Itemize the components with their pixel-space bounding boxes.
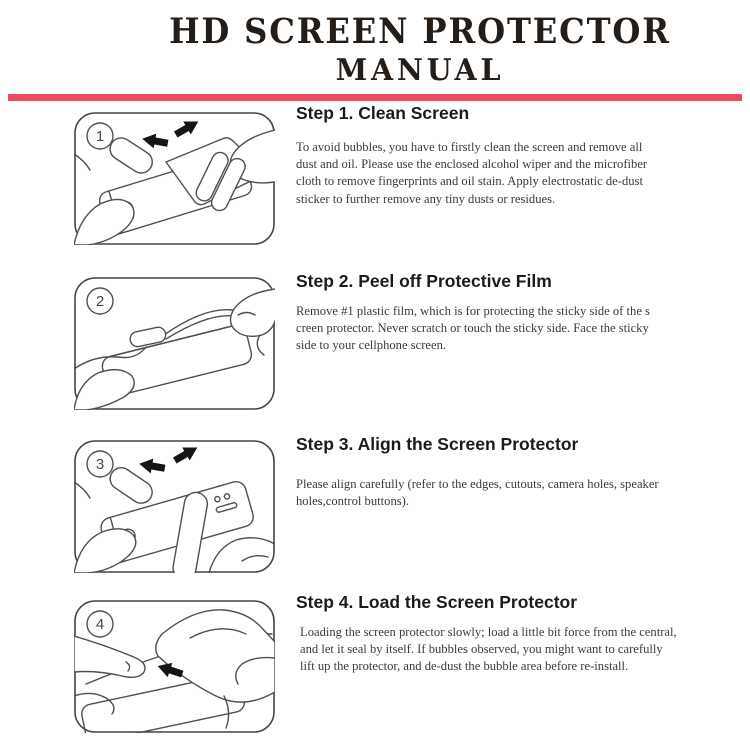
wipe-left-arrow-icon xyxy=(141,131,169,150)
step-3-body-line: holes,control buttons). xyxy=(296,494,409,509)
step-3-illustration xyxy=(74,440,275,573)
svg-text:3: 3 xyxy=(95,456,105,473)
camera-hole-icon xyxy=(214,496,220,502)
step-1-illustration xyxy=(74,112,275,245)
svg-text:4: 4 xyxy=(95,616,105,633)
step-4-body xyxy=(300,624,677,676)
step-3-heading: Step 3. Align the Screen Protector xyxy=(296,434,579,454)
step-number-badge xyxy=(87,123,113,149)
step-4-body-line: lift up the protector, and de-dust the bubble area before re-install. xyxy=(300,659,629,674)
forearm-line xyxy=(74,154,90,170)
step-4-body-line: Loading the screen protector slowly; load a little bit force from the central, xyxy=(300,625,677,639)
step-2-heading: Step 2. Peel off Protective Film xyxy=(296,271,552,291)
step-3-body-line: Please align carefully (refer to the edges, cutouts, camera holes, speaker xyxy=(296,477,659,491)
forearm-line xyxy=(74,482,90,498)
page-subtitle: MANUAL xyxy=(335,53,505,88)
svg-text:2: 2 xyxy=(95,293,105,310)
step-2-body-line: creen protector. Never scratch or touch the sticky side. Face the sticky xyxy=(296,321,649,336)
step-2-illustration xyxy=(74,277,275,410)
page-title: HD SCREEN PROTECTOR xyxy=(169,11,671,52)
cloth-shape xyxy=(156,610,275,702)
right-hand-finger-line xyxy=(242,556,268,561)
step-4-figure xyxy=(74,600,275,733)
align-left-arrow-icon xyxy=(138,456,166,475)
left-thumb-outline xyxy=(74,370,134,410)
align-right-arrow-icon xyxy=(171,441,201,467)
left-thumb-outline xyxy=(74,199,134,245)
camera-hole-icon xyxy=(224,493,230,499)
speaker-slot-icon xyxy=(216,502,238,513)
step-1-body-line: dust and oil. Please use the enclosed alcohol wiper and the microfiber xyxy=(296,157,648,172)
step-1-body-line: sticker to further remove any tiny dusts or residues. xyxy=(296,191,556,206)
step-1-figure xyxy=(74,112,275,245)
film-pull-tab xyxy=(129,326,167,348)
step-2-body xyxy=(296,303,650,355)
step-1-body-line: cloth to remove fingerprints and oil stain. Apply electrostatic de-dust xyxy=(296,174,643,189)
svg-text:1: 1 xyxy=(95,128,105,145)
step-number-badge xyxy=(87,611,113,637)
step-2-body-line: Remove #1 plastic film, which is for protecting the sticky side of the s xyxy=(296,304,650,318)
step-4-body-line: and let it seal by itself. If bubbles observed, you might want to carefully xyxy=(300,642,663,657)
left-thumb-outline xyxy=(74,529,136,573)
step-number-badge xyxy=(87,451,113,477)
step-4-illustration xyxy=(74,600,275,733)
step-1-body xyxy=(296,139,647,208)
step-number-badge xyxy=(87,288,113,314)
step-4-heading: Step 4. Load the Screen Protector xyxy=(296,592,578,612)
step-1-body-line: To avoid bubbles, you have to firstly clean the screen and remove all xyxy=(296,140,643,154)
pressing-finger xyxy=(171,491,209,573)
right-hand-finger-line xyxy=(257,335,264,355)
wipe-right-arrow-icon xyxy=(172,115,202,141)
step-2-figure xyxy=(74,277,275,410)
left-pointing-finger xyxy=(74,636,145,677)
right-hand-outline xyxy=(230,289,275,336)
step-3-body xyxy=(296,476,659,510)
accent-divider xyxy=(8,94,742,101)
step-2-body-line: side to your cellphone screen. xyxy=(296,338,447,353)
step-3-figure xyxy=(74,440,275,573)
step-1-heading: Step 1. Clean Screen xyxy=(296,103,470,123)
